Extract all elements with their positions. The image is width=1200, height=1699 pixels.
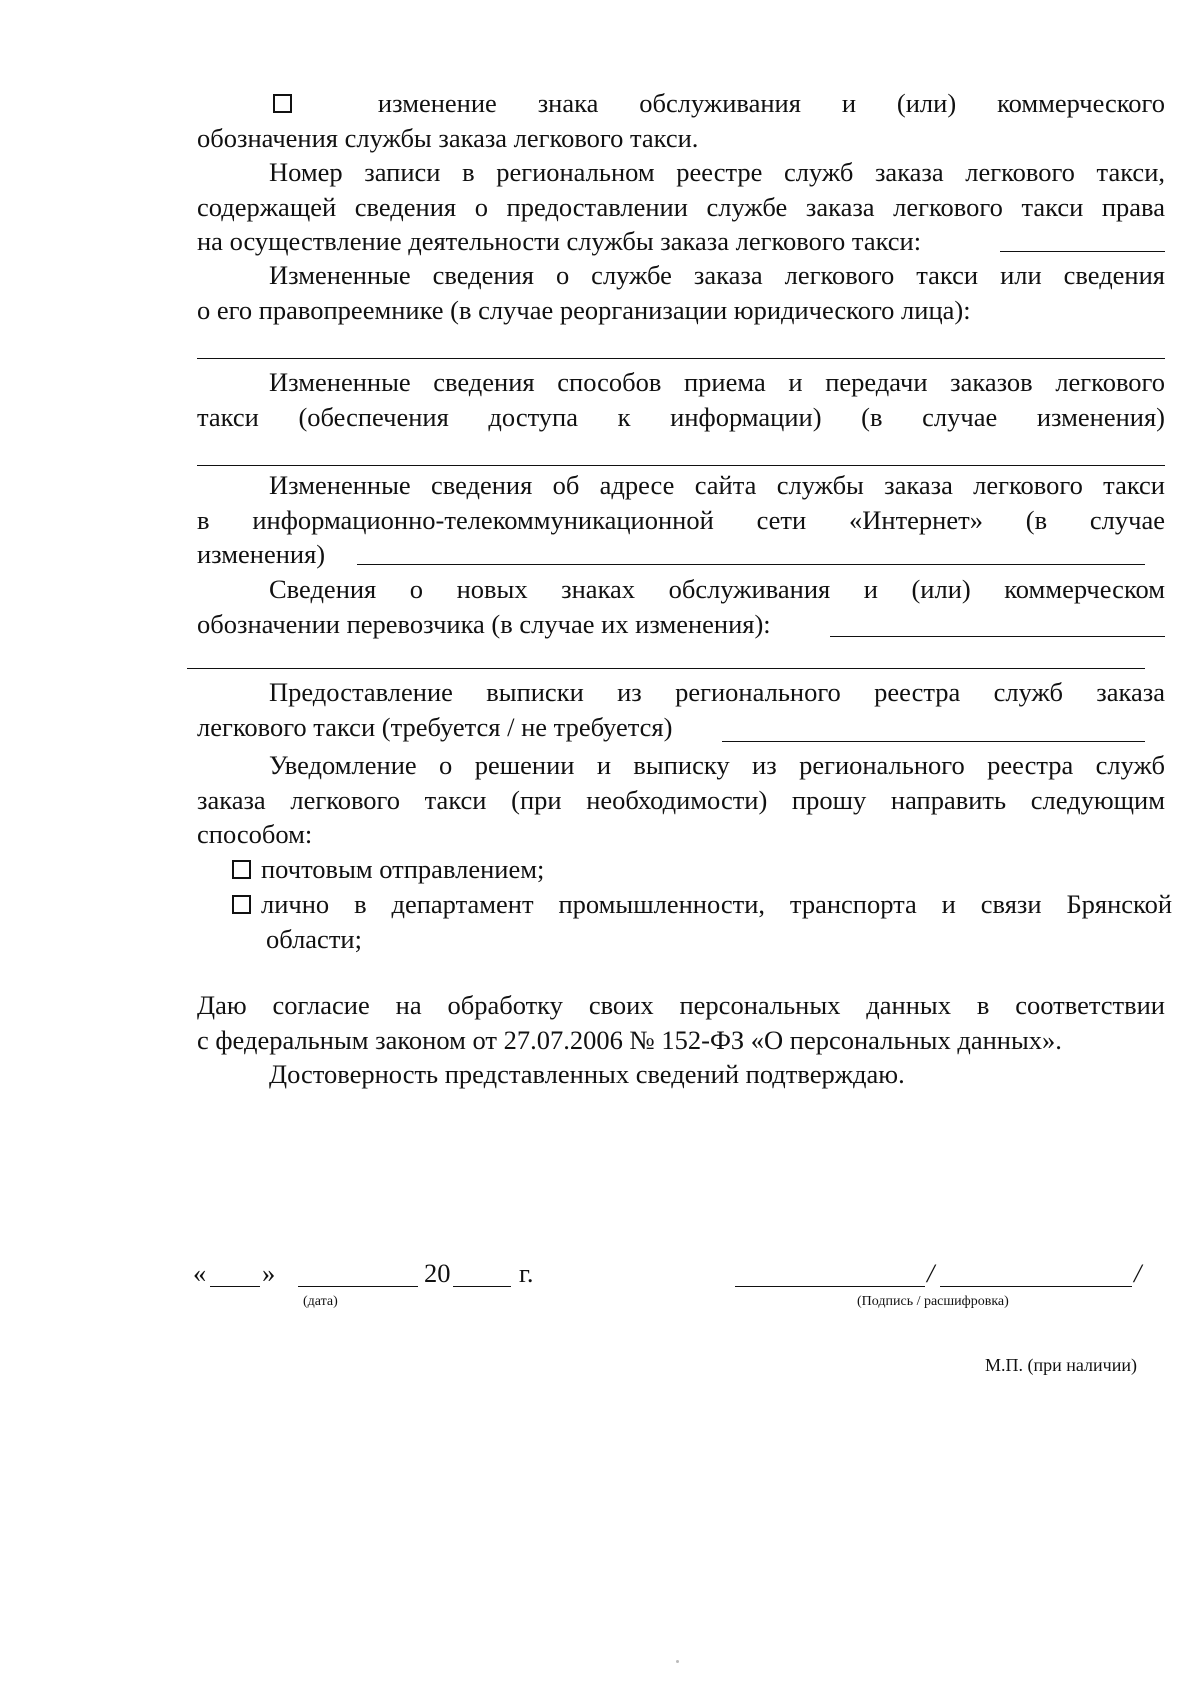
text: лично в департамент промышленности, транспорта и связи Брянской — [261, 889, 1172, 919]
paragraph-consent — [197, 988, 1165, 1092]
extract-required-field[interactable] — [722, 741, 1145, 742]
text: в информационно-телекоммуникационной сети «Интернет» (в случае — [197, 504, 1165, 535]
text: легкового такси (требуется / не требуется) — [197, 711, 673, 742]
text: коммерческого — [997, 88, 1166, 118]
text: на осуществление деятельности службы заказа легкового такси: — [197, 226, 922, 256]
signature-caption: (Подпись / расшифровка) — [857, 1294, 1009, 1309]
text-line — [197, 224, 1165, 259]
date-month-field[interactable] — [298, 1286, 418, 1287]
paragraph-order-methods — [197, 365, 1165, 434]
text: (или) — [896, 88, 957, 118]
text: области; — [266, 923, 362, 954]
checkbox-mail[interactable] — [232, 860, 251, 879]
text: Измененные сведения об адресе сайта службы заказа легкового такси — [269, 470, 1165, 500]
paragraph-notification — [197, 748, 1165, 852]
new-marks-field-2[interactable] — [187, 668, 1145, 669]
paragraph-changed-info — [197, 258, 1165, 327]
order-methods-field[interactable] — [197, 465, 1165, 466]
date-caption: (дата) — [303, 1294, 338, 1309]
checkbox-change-service-mark[interactable] — [273, 94, 292, 113]
text: Достоверность представленных сведений подтверждаю. — [269, 1059, 905, 1089]
new-marks-field-1[interactable] — [830, 636, 1165, 637]
registry-number-field[interactable] — [1000, 251, 1165, 252]
text: знака — [537, 88, 599, 118]
checkbox-personal[interactable] — [232, 895, 251, 914]
text: о его правопреемнике (в случае реорганизации юридического лица): — [197, 294, 971, 325]
scan-dot — [676, 1660, 679, 1663]
date-day-field[interactable] — [210, 1286, 260, 1287]
signature-slash-1: / — [927, 1258, 935, 1288]
website-field[interactable] — [357, 564, 1145, 565]
text: такси (обеспечения доступа к информации) (в случае изменения) — [197, 401, 1165, 432]
text: и — [841, 88, 856, 118]
text: Измененные сведения способов приема и передачи заказов легкового — [269, 367, 1165, 397]
date-year-suffix: г. — [519, 1258, 534, 1288]
text: изменение — [377, 88, 497, 118]
text: заказа легкового такси (при необходимости) прошу направить следующим — [197, 784, 1165, 815]
paragraph-website — [197, 468, 1165, 572]
text: изменения) — [197, 539, 326, 569]
text: обозначении перевозчика (в случае их изменения): — [197, 608, 771, 639]
text: обозначения службы заказа легкового такси. — [197, 122, 699, 153]
text: Измененные сведения о службе заказа легкового такси или сведения — [269, 260, 1165, 290]
signature-slash-2: / — [1134, 1258, 1142, 1288]
option-mail[interactable] — [232, 852, 1172, 887]
paragraph-extract — [197, 675, 1165, 744]
paragraph-change-service-mark — [197, 86, 1165, 155]
text: содержащей сведения о предоставлении службе заказа легкового такси права — [197, 191, 1165, 222]
text: Предоставление выписки из регионального реестра служб заказа — [269, 677, 1165, 707]
stamp-place: М.П. (при наличии) — [985, 1355, 1137, 1375]
text: почтовым отправлением; — [261, 854, 545, 884]
paragraph-registry-number — [197, 155, 1165, 259]
option-personal[interactable] — [232, 887, 1172, 956]
text: с федеральным законом от 27.07.2006 № 152-ФЗ «О персональных данных». — [197, 1024, 1062, 1055]
signature-field[interactable] — [735, 1286, 925, 1287]
date-open-quote: « — [193, 1258, 207, 1288]
text: Уведомление о решении и выписку из регионального реестра служб — [269, 750, 1165, 780]
text: способом: — [197, 819, 313, 849]
date-year-prefix: 20 — [424, 1258, 451, 1288]
changed-info-field[interactable] — [197, 358, 1165, 359]
signature-decode-field[interactable] — [940, 1286, 1132, 1287]
text: Даю согласие на обработку своих персональных данных в соответствии — [197, 990, 1165, 1020]
text: Сведения о новых знаках обслуживания и (или) коммерческом — [269, 574, 1165, 604]
paragraph-new-marks — [197, 572, 1165, 641]
date-year-field[interactable] — [453, 1286, 511, 1287]
text: обслуживания — [639, 88, 801, 118]
text: Номер записи в региональном реестре служб заказа легкового такси, — [269, 157, 1165, 187]
date-close-quote: » — [262, 1258, 276, 1288]
